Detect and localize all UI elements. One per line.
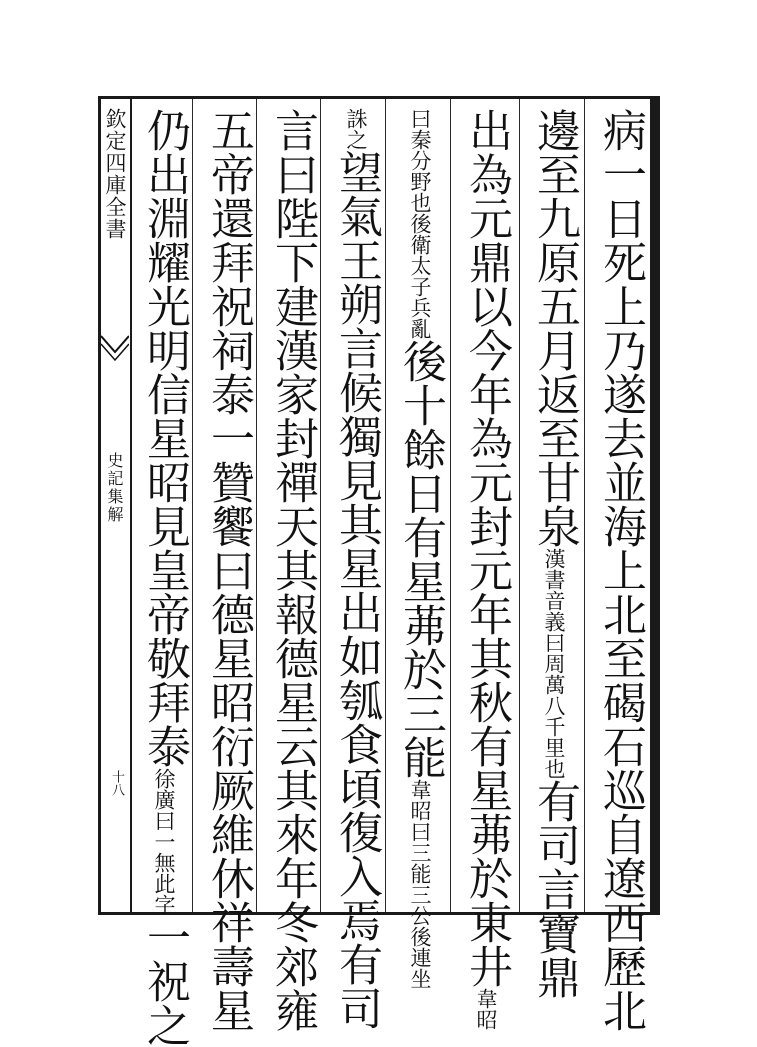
page-number: 十八: [109, 770, 124, 796]
main-text: 病一日死上乃遂去並海上北至碣石巡自遼西歷北: [595, 108, 646, 1032]
column-rule: [256, 99, 257, 912]
main-text: 後十餘日有星茀於三能: [395, 339, 446, 779]
column-rule: [320, 99, 321, 912]
text-column-1: [592, 108, 648, 1032]
commentary-note: 誅之: [344, 108, 368, 150]
frame-left-border: [98, 96, 101, 914]
volume-title: 史記集解: [105, 452, 124, 524]
commentary-note: 韋昭曰三能三公後連坐: [408, 779, 432, 989]
commentary-note: 漢書音義曰周萬八千里也: [542, 548, 566, 779]
column-rule: [192, 99, 193, 912]
main-text: 仍出淵耀光明信星昭見皇帝敬拜泰: [139, 108, 190, 768]
text-column-3: [458, 108, 514, 1030]
frame-right-border: [650, 96, 660, 914]
main-text: 出為元鼎以今年為元封元年其秋有星茀於東井: [461, 108, 512, 988]
main-text: 有司言寶鼎: [529, 779, 580, 999]
main-text: 言曰陛下建漢家封禪天其報德星云其來年冬郊雍: [267, 108, 318, 1032]
column-rule: [385, 99, 386, 912]
main-text: 望氣王朔言候獨見其星出如瓠食頃復入焉有司: [331, 150, 382, 1030]
text-column-5: [328, 108, 384, 1030]
book-title: 欽定四庫全書: [103, 108, 127, 240]
commentary-note: 徐廣曰一無此字: [152, 768, 176, 915]
column-rule: [584, 99, 585, 912]
main-text: 五帝還拜祝祠泰一贊饗曰德星昭衍厥維休祥壽星: [203, 108, 254, 1032]
text-column-4: [392, 108, 448, 989]
margin-strip-rule: [130, 96, 132, 914]
commentary-note: 韋昭: [474, 988, 498, 1030]
frame-top-border: [98, 96, 660, 99]
column-rule: [450, 99, 451, 912]
text-column-6: [264, 108, 320, 1032]
fishtail-mark-icon: [101, 330, 129, 370]
commentary-note: 曰秦分野也後衛太子兵亂: [408, 108, 432, 339]
column-rule: [519, 99, 520, 912]
text-column-7: [200, 108, 256, 1032]
text-column-8: [136, 108, 192, 1047]
main-text: 邊至九原五月返至甘泉: [529, 108, 580, 548]
main-text: 一祝之: [139, 915, 190, 1047]
text-column-2: [526, 108, 582, 999]
